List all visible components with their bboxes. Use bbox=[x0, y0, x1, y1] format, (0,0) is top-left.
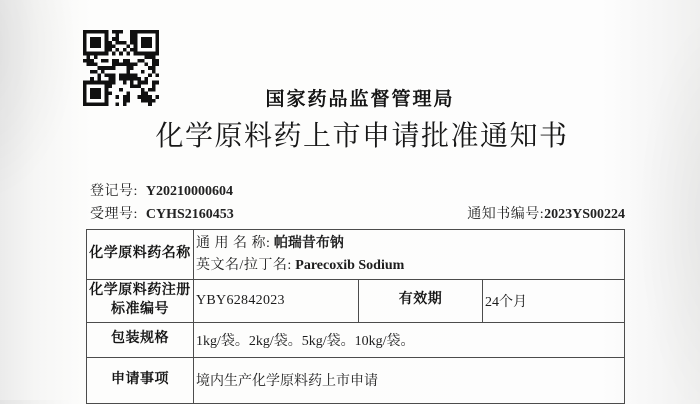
table-row-standard-number bbox=[87, 280, 625, 323]
acceptance-label: 受理号: bbox=[90, 207, 138, 222]
table-row-packaging bbox=[87, 322, 625, 357]
approval-info-table bbox=[86, 229, 625, 404]
generic-name-value: 帕瑞昔布钠 bbox=[273, 235, 344, 251]
generic-name-label: 通 用 名 称: bbox=[196, 235, 271, 251]
row-label-standard-number: 化学原料药注册标准编号 bbox=[87, 280, 194, 323]
drug-name-cell bbox=[194, 230, 625, 280]
generic-name-line bbox=[196, 233, 622, 255]
notice-value: 2023YS00224 bbox=[544, 207, 625, 222]
table-row-drug-name bbox=[87, 230, 625, 280]
registration-label: 登记号: bbox=[90, 184, 138, 199]
acceptance-value: CYHS2160453 bbox=[145, 207, 234, 222]
notice-label: 通知书编号: bbox=[467, 207, 545, 222]
validity-label: 有效期 bbox=[359, 280, 483, 323]
page-title: 化学原料药上市申请批准通知书 bbox=[155, 121, 569, 152]
english-name-label: 英文名/拉丁名: bbox=[196, 257, 292, 273]
row-label-packaging: 包装规格 bbox=[87, 322, 194, 357]
packaging-value: 1kg/袋。2kg/袋。5kg/袋。10kg/袋。 bbox=[194, 322, 625, 357]
english-name-value: Parecoxib Sodium bbox=[295, 257, 405, 273]
application-value: 境内生产化学原料药上市申请 bbox=[194, 357, 625, 403]
row-label-drug-name: 化学原料药名称 bbox=[87, 230, 194, 280]
standard-number-value: YBY62842023 bbox=[194, 280, 359, 323]
table-row-application bbox=[87, 357, 625, 403]
notice-number-line bbox=[467, 203, 625, 223]
acceptance-number-line bbox=[90, 203, 234, 223]
agency-title: 国家药品监督管理局 bbox=[265, 89, 455, 110]
registration-value: Y20210000604 bbox=[145, 184, 234, 199]
validity-value: 24个月 bbox=[483, 280, 625, 323]
registration-number-line bbox=[90, 180, 233, 200]
english-name-line bbox=[196, 255, 622, 277]
row-label-application: 申请事项 bbox=[87, 357, 194, 403]
